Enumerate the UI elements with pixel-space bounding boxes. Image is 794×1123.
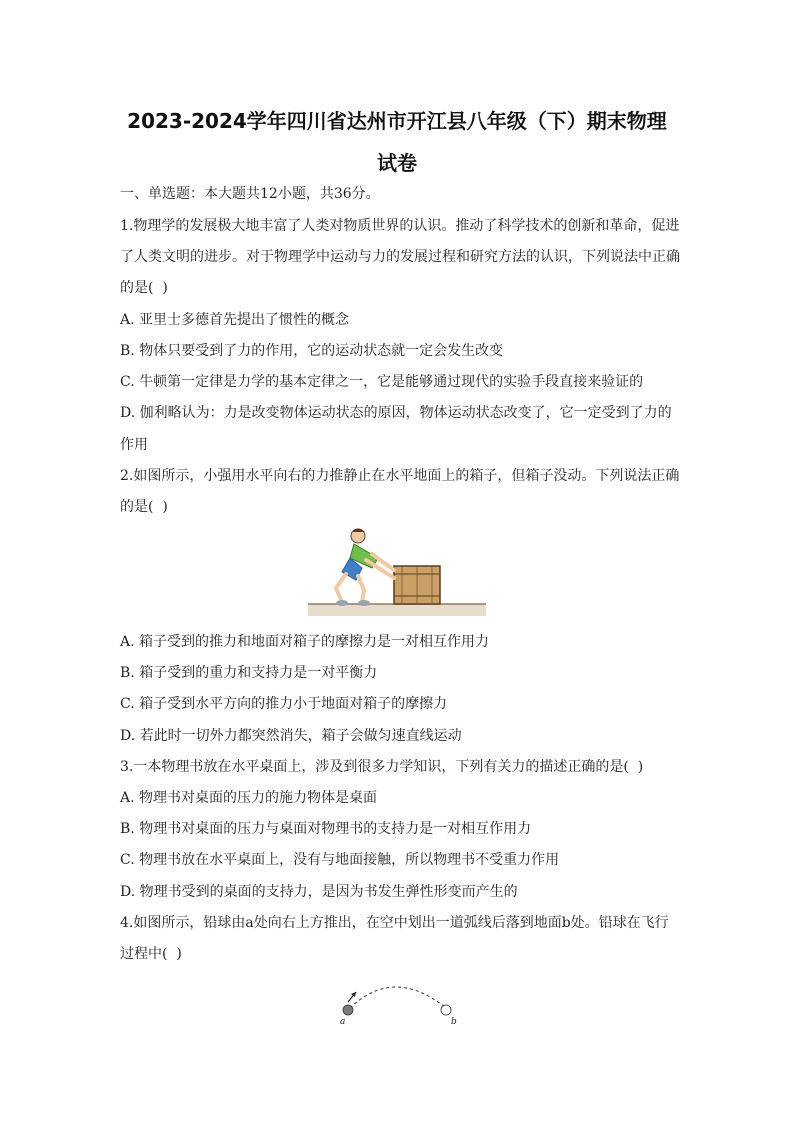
page-title: 2023-2024学年四川省达州市开江县八年级（下）期末物理 xyxy=(127,109,667,133)
question-1-stem-line: 的是( ) xyxy=(120,280,168,296)
question-2-option-a: A. 箱子受到的推力和地面对箱子的摩擦力是一对相互作用力 xyxy=(120,634,490,650)
question-3-option-a: A. 物理书对桌面的压力的施力物体是桌面 xyxy=(120,790,378,806)
question-1-stem-line: 了人类文明的进步。对于物理学中运动与力的发展过程和研究方法的认识，下列说法中正确 xyxy=(120,249,680,265)
shot-ball-end xyxy=(441,1005,451,1015)
question-4-stem-line: 过程中( ) xyxy=(120,946,182,962)
question-3-stem-line: 3.一本物理书放在水平桌面上，涉及到很多力学知识，下列有关力的描述正确的是( ) xyxy=(120,759,644,775)
wooden-box xyxy=(394,566,440,604)
question-1-option-c: C. 牛顿第一定律是力学的基本定律之一，它是能够通过现代的实验手段直接来验证的 xyxy=(120,374,644,390)
question-1-option-a: A. 亚里士多德首先提出了惯性的概念 xyxy=(120,312,350,328)
boy-figure xyxy=(336,529,394,607)
question-2-option-b: B. 箱子受到的重力和支持力是一对平衡力 xyxy=(120,665,378,681)
question-2-stem-line: 的是( ) xyxy=(120,499,168,515)
question-2-option-c: C. 箱子受到水平方向的推力小于地面对箱子的摩擦力 xyxy=(120,696,448,712)
question-1-stem-line: 1.物理学的发展极大地丰富了人类对物质世界的认识。推动了科学技术的创新和革命，促进 xyxy=(120,218,680,234)
question-3-option-c: C. 物理书放在水平桌面上，没有与地面接触，所以物理书不受重力作用 xyxy=(120,852,560,868)
floor xyxy=(308,604,486,616)
shot-ball-start xyxy=(343,1005,353,1015)
question-3-option-d: D. 物理书受到的桌面的支持力，是因为书发生弹性形变而产生的 xyxy=(120,884,518,900)
shot-put-trajectory-figure xyxy=(334,972,464,1030)
point-b-label: b xyxy=(451,1017,457,1027)
boy-pushing-box-figure xyxy=(306,524,488,618)
question-1-option-d: D. 伽利略认为：力是改变物体运动状态的原因，物体运动状态改变了，它一定受到了力的 xyxy=(120,405,672,421)
question-2-stem-line: 2.如图所示，小强用水平向右的力推静止在水平地面上的箱子，但箱子没动。下列说法正确 xyxy=(120,468,680,484)
point-a-label: a xyxy=(340,1017,346,1027)
question-1-option-b: B. 物体只要受到了力的作用，它的运动状态就一定会发生改变 xyxy=(120,343,504,359)
trajectory-arc xyxy=(350,987,446,1008)
question-1-option-d-cont: 作用 xyxy=(120,437,148,453)
question-4-stem-line: 4.如图所示，铅球由a处向右上方推出，在空中划出一道弧线后落到地面b处。铅球在飞行 xyxy=(120,915,669,931)
question-3-option-b: B. 物理书对桌面的压力与桌面对物理书的支持力是一对相互作用力 xyxy=(120,821,532,837)
section-heading: 一、单选题：本大题共12小题，共36分。 xyxy=(120,186,380,202)
page-title-continued: 试卷 xyxy=(377,151,417,175)
question-2-option-d: D. 若此时一切外力都突然消失，箱子会做匀速直线运动 xyxy=(120,728,462,744)
